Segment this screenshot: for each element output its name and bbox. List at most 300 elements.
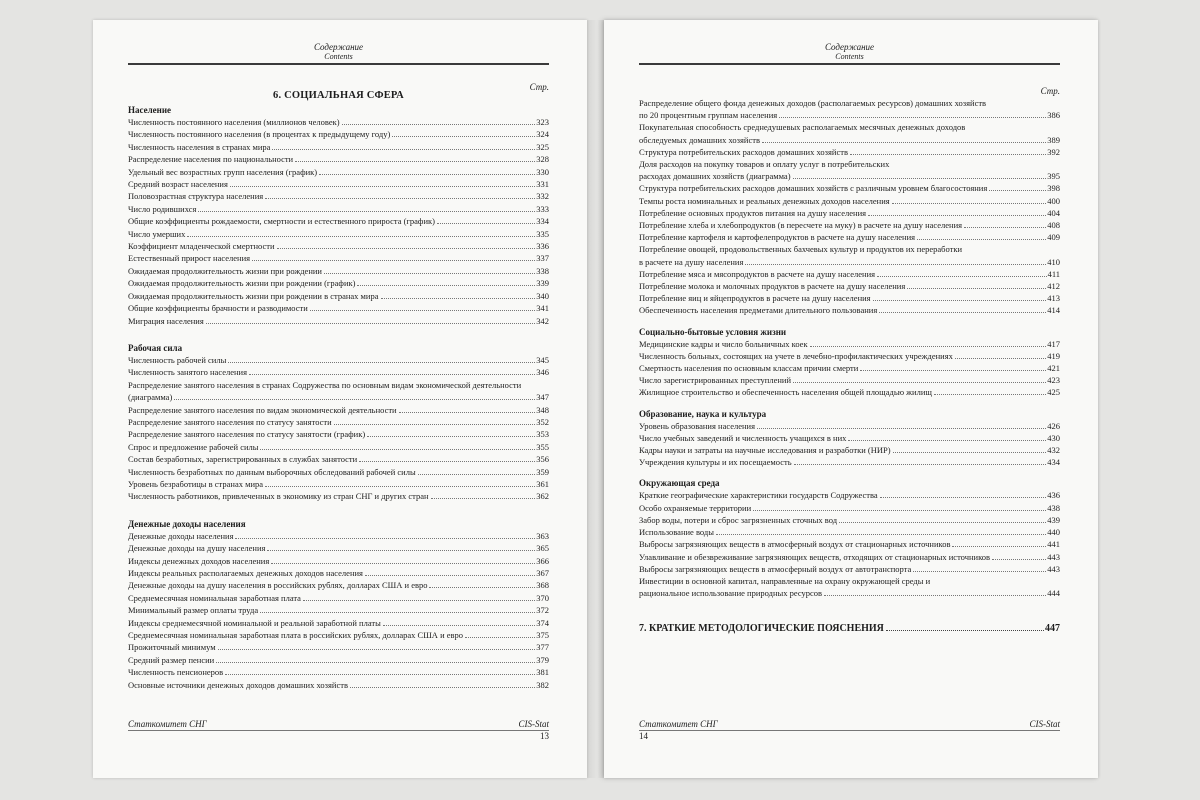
toc-entry-page: 439 <box>1047 514 1060 525</box>
toc-entry-title: Численность рабочей силы <box>128 354 227 365</box>
toc-entry <box>128 666 549 678</box>
toc-entry-page: 323 <box>536 117 549 127</box>
dot-leader <box>342 124 536 125</box>
dot-leader <box>260 612 535 613</box>
toc-entry-page: 419 <box>1047 350 1060 361</box>
toc-entry-page: 443 <box>1047 551 1060 562</box>
toc-entry-title: Учреждения культуры и их посещаемость <box>639 457 792 468</box>
toc-entry-title: расходах домашних хозяйств (диаграмма) <box>639 171 791 182</box>
toc-entry-title: Структура потребительских расходов домашних хозяйств с различным уровнем благосостояния <box>639 183 988 194</box>
toc-entry-page: 367 <box>536 568 549 578</box>
dot-leader <box>913 571 1046 572</box>
toc-entry-title: Число учебных заведений и численность учащихся в них <box>639 432 847 443</box>
toc-entry-title: Потребление основных продуктов питания на душу населения <box>639 207 867 218</box>
toc-entry <box>639 219 1060 231</box>
toc-entry-page: 331 <box>536 179 549 190</box>
toc-entry <box>639 121 1060 145</box>
toc-entry-title: Естественный прирост населения <box>128 253 251 264</box>
dot-leader <box>431 498 536 499</box>
toc-entry-title-line: Покупательная способность среднедушевых располагаемых месячных денежных доходов <box>639 122 966 133</box>
dot-leader <box>319 174 535 175</box>
toc-entry-title: рациональное использование природных ресурсов <box>639 588 823 599</box>
dot-leader <box>267 550 535 551</box>
toc-entry-title-line: Потребление овощей, продовольственных бахчевых культур и продуктов их переработки <box>639 244 962 255</box>
toc-entry-page: 355 <box>536 441 549 452</box>
toc-entry <box>639 146 1060 158</box>
toc-entry <box>639 97 1060 121</box>
toc-entry <box>639 362 1060 374</box>
toc-entry-title: Численность работников, привлеченных в экономику из стран СНГ и других стран <box>128 491 429 502</box>
toc-entry <box>639 444 1060 456</box>
dot-leader <box>216 662 535 663</box>
toc-entry-title: Удельный вес возрастных групп населения (график) <box>128 166 318 177</box>
dot-leader <box>260 449 535 450</box>
toc-entry-page: 345 <box>536 354 549 365</box>
toc-entry-title: Распределение занятого населения по статусу занятости (график) <box>128 429 366 440</box>
toc-entry-title-line: Доля расходов на покупку товаров и оплату услуг в потребительских <box>639 159 890 170</box>
toc-entry-page: 443 <box>1047 563 1060 574</box>
dot-leader <box>249 374 535 375</box>
toc-entry-title: Спрос и предложение рабочей силы <box>128 441 259 452</box>
toc-entry-page: 398 <box>1047 183 1060 194</box>
dot-leader <box>174 399 535 400</box>
toc-entry <box>639 526 1060 538</box>
toc-entry-page: 365 <box>536 543 549 554</box>
running-head-en: Contents <box>324 52 353 61</box>
toc-entry-title: Индексы среднемесячной номинальной и реальной заработной платы <box>128 617 381 628</box>
dot-leader <box>793 178 1047 179</box>
toc-entry <box>128 567 549 579</box>
dot-leader <box>794 464 1047 465</box>
toc-group-heading: Рабочая сила <box>128 342 183 353</box>
toc-entry-page: 412 <box>1047 281 1060 292</box>
toc-entry <box>128 128 549 140</box>
page-column-label: Стр. <box>1040 86 1060 96</box>
dot-leader <box>198 211 535 212</box>
page-number: 13 <box>540 731 549 741</box>
toc-entry-page: 340 <box>536 290 549 301</box>
toc-entry-page: 414 <box>1047 305 1060 316</box>
book-gutter <box>587 20 604 778</box>
dot-leader <box>235 538 535 539</box>
toc-entry <box>128 252 549 264</box>
toc-entry-page: 392 <box>1047 146 1060 157</box>
toc-entry-title: Кадры науки и затраты на научные исследования и разработки (НИР) <box>639 445 891 456</box>
dot-leader <box>218 649 536 650</box>
toc-entry <box>128 277 549 289</box>
toc-entry <box>128 366 549 378</box>
toc-entry-page: 339 <box>536 278 549 289</box>
toc-entry <box>639 207 1060 219</box>
dot-leader <box>868 215 1046 216</box>
left-page <box>93 20 587 778</box>
dot-leader <box>418 474 536 475</box>
toc-entry-page: 348 <box>536 404 549 415</box>
toc-entry-page: 347 <box>536 392 549 403</box>
footer-rule <box>128 730 549 731</box>
toc-entry-title: Основные источники денежных доходов домашних хозяйств <box>128 679 348 690</box>
final-section-page: 447 <box>1045 623 1060 635</box>
toc-entry <box>128 166 549 178</box>
toc-entry-title: Денежные доходы на душу населения <box>128 543 266 554</box>
toc-entry <box>128 116 549 128</box>
page-column-label: Стр. <box>529 82 549 92</box>
toc-entry-page: 408 <box>1047 220 1060 231</box>
dot-leader <box>265 198 535 199</box>
dot-leader <box>277 248 536 249</box>
toc-entry <box>128 302 549 314</box>
right-page <box>604 20 1098 778</box>
toc-entry-title: Миграция населения <box>128 315 204 326</box>
toc-entry-page: 432 <box>1047 445 1060 456</box>
toc-entry-title: Уровень образования населения <box>639 420 756 431</box>
section-title: 6. СОЦИАЛЬНАЯ СФЕРА <box>273 90 404 101</box>
toc-entry-title: Численность больных, состоящих на учете в лечебно-профилактических учреждениях <box>639 350 953 361</box>
toc-entry <box>639 575 1060 599</box>
toc-entry <box>639 386 1060 398</box>
dot-leader <box>886 630 1044 631</box>
toc-entry <box>128 379 549 404</box>
toc-entry <box>128 579 549 591</box>
toc-entry-title: Потребление яиц и яйцепродуктов в расчете на душу населения <box>639 293 871 304</box>
dot-leader <box>779 117 1046 118</box>
toc-entry <box>128 354 549 366</box>
group-spacer <box>128 503 549 517</box>
toc-entry <box>128 290 549 302</box>
toc-entry <box>639 292 1060 304</box>
toc-entry-page: 359 <box>536 466 549 477</box>
toc-entry <box>639 420 1060 432</box>
toc-entry-title: Общие коэффициенты брачности и разводимости <box>128 303 308 314</box>
toc-entry-page: 352 <box>536 416 549 427</box>
toc-entry <box>128 629 549 641</box>
dot-leader <box>892 203 1047 204</box>
toc-entry <box>128 466 549 478</box>
toc-entry <box>128 416 549 428</box>
toc-entry-page: 363 <box>536 530 549 541</box>
running-head-ru: Содержание <box>313 42 364 52</box>
dot-leader <box>187 236 535 237</box>
toc-entry-page: 346 <box>536 367 549 378</box>
toc-entry-title: (диаграмма) <box>128 392 173 403</box>
toc-entry-title: Ожидаемая продолжительность жизни при рождении (график) <box>128 278 356 289</box>
toc-entry <box>128 478 549 490</box>
toc-entry-title: обследуемых домашних хозяйств <box>639 134 760 145</box>
toc-entry-page: 325 <box>536 141 549 152</box>
dot-leader <box>265 486 535 487</box>
toc-entry <box>639 514 1060 526</box>
running-head-en: Contents <box>835 52 864 61</box>
toc-entry-page: 440 <box>1047 527 1060 538</box>
toc-entry-page: 334 <box>536 216 549 227</box>
toc-entry <box>128 542 549 554</box>
toc-entry-title: Уровень безработицы в странах мира <box>128 478 264 489</box>
toc-entry-page: 372 <box>536 605 549 616</box>
footer-publisher-en: CIS-Stat <box>1029 719 1060 729</box>
toc-entry-page: 324 <box>536 129 549 140</box>
dot-leader <box>303 600 535 601</box>
toc-entry-title: Обеспеченность населения предметами длительного пользования <box>639 305 878 316</box>
toc-entry <box>639 374 1060 386</box>
dot-leader <box>252 260 535 261</box>
toc-entry-title: Распределение занятого населения по статусу занятости <box>128 416 332 427</box>
toc-entry <box>128 315 549 327</box>
dot-leader <box>359 461 535 462</box>
dot-leader <box>989 190 1046 191</box>
toc-entry <box>128 530 549 542</box>
toc-entry-title: Численность населения в странах мира <box>128 141 271 152</box>
group-spacer <box>639 399 1060 407</box>
dot-leader <box>429 587 535 588</box>
toc-entry <box>639 489 1060 501</box>
toc-entry-title: Число родившихся <box>128 203 197 214</box>
dot-leader <box>367 436 535 437</box>
toc-entry-page: 342 <box>536 315 549 326</box>
toc-entry <box>128 203 549 215</box>
dot-leader <box>381 298 536 299</box>
running-head <box>128 42 549 62</box>
toc-entry-page: 328 <box>536 154 549 165</box>
dot-leader <box>907 288 1046 289</box>
toc-entry-title: Ожидаемая продолжительность жизни при рождении <box>128 265 322 276</box>
toc-entry <box>128 428 549 440</box>
toc-entry <box>128 441 549 453</box>
header-rule <box>639 63 1060 65</box>
toc-entry <box>128 453 549 465</box>
toc-entry <box>639 231 1060 243</box>
toc-entry-page: 382 <box>536 679 549 690</box>
toc-entry-page: 374 <box>536 617 549 628</box>
dot-leader <box>465 637 535 638</box>
toc-entry <box>128 240 549 252</box>
dot-leader <box>357 285 535 286</box>
toc-entry-title: Численность постоянного населения (миллионов человек) <box>128 117 340 127</box>
toc-entry-title-line: Распределение общего фонда денежных доходов (располагаемых ресурсов) домашних хозяйств <box>639 98 987 108</box>
toc-entry-title: Медицинские кадры и число больничных коек <box>639 338 808 349</box>
toc-entry-title: Среднемесячная номинальная заработная плата <box>128 592 301 603</box>
toc-entry-page: 438 <box>1047 502 1060 513</box>
dot-leader <box>839 522 1046 523</box>
toc-entry-title: Потребление хлеба и хлебопродуктов (в пересчете на муку) в расчете на душу населения <box>639 220 963 231</box>
toc-entry <box>639 195 1060 207</box>
toc-entry-page: 366 <box>536 555 549 566</box>
toc-entry-page: 333 <box>536 203 549 214</box>
toc-entry <box>639 304 1060 316</box>
toc-entry <box>128 153 549 165</box>
toc-entry <box>128 555 549 567</box>
toc-entry-page: 362 <box>536 491 549 502</box>
toc-entry-page: 423 <box>1047 375 1060 386</box>
toc-entry-title: Распределение занятого населения по видам экономической деятельности <box>128 404 397 415</box>
toc-entry <box>639 338 1060 350</box>
dot-leader <box>437 223 535 224</box>
toc-entry-title: Общие коэффициенты рождаемости, смертности и естественного прироста (график) <box>128 216 435 227</box>
toc-entry-page: 361 <box>536 478 549 489</box>
toc-entry-page: 421 <box>1047 363 1060 374</box>
toc-entry <box>128 654 549 666</box>
dot-leader <box>228 362 535 363</box>
running-head-ru: Содержание <box>824 42 875 52</box>
toc-entry-title: Индексы реальных располагаемых денежных доходов населения <box>128 568 363 578</box>
toc-entry-page: 413 <box>1047 293 1060 304</box>
toc-entry-title: Структура потребительских расходов домашних хозяйств <box>639 146 848 157</box>
toc-entry-page: 377 <box>536 642 549 653</box>
dot-leader <box>753 510 1046 511</box>
toc-entry <box>639 182 1060 194</box>
toc-group-heading: Окружающая среда <box>639 478 720 489</box>
toc-entry-page: 353 <box>536 429 549 440</box>
toc-group-heading: Денежные доходы населения <box>128 518 246 529</box>
toc-entry <box>128 215 549 227</box>
dot-leader <box>860 370 1046 371</box>
toc-entry-page: 368 <box>536 580 549 591</box>
toc-entry-page: 410 <box>1047 256 1060 267</box>
dot-leader <box>225 674 535 675</box>
toc-entry-title-line: Инвестиции в основной капитал, направленные на охрану окружающей среды и <box>639 575 931 586</box>
dot-leader <box>917 239 1046 240</box>
dot-leader <box>824 595 1046 596</box>
toc-entry <box>639 502 1060 514</box>
toc-entry-title: по 20 процентным группам населения <box>639 110 778 121</box>
toc-entry-title: Потребление картофеля и картофелепродуктов в расчете на душу населения <box>639 232 916 243</box>
toc-entry-page: 336 <box>536 241 549 252</box>
toc-entry-title: Среднемесячная номинальная заработная плата в российских рублях, долларах США и евро <box>128 630 464 641</box>
toc-entry-title: Потребление молока и молочных продуктов в расчете на душу населения <box>639 281 906 292</box>
toc-entry-page: 379 <box>536 654 549 665</box>
footer-publisher: Статкомитет СНГ <box>128 719 207 729</box>
toc-entry-page: 404 <box>1047 207 1060 218</box>
dot-leader <box>879 312 1046 313</box>
toc-entry <box>128 404 549 416</box>
toc-entry-page: 441 <box>1047 539 1060 550</box>
toc-entry-title: Численность занятого населения <box>128 367 247 378</box>
toc-entry-page: 386 <box>1047 110 1060 121</box>
toc-entry <box>639 280 1060 292</box>
toc-entry-page: 356 <box>536 454 549 465</box>
toc-entry-title: Прожиточный минимум <box>128 642 216 653</box>
toc-entry-page: 425 <box>1047 387 1060 398</box>
toc-entry <box>128 604 549 616</box>
toc-entry-title: Выбросы загрязняющих веществ в атмосферный воздух от автотранспорта <box>639 563 912 574</box>
dot-leader <box>716 534 1046 535</box>
toc-entry-title: Распределение населения по национальности <box>128 154 294 165</box>
toc-entry <box>128 265 549 277</box>
toc-entry-title: Ожидаемая продолжительность жизни при рождении в странах мира <box>128 290 379 301</box>
dot-leader <box>365 575 535 576</box>
running-head <box>639 42 1060 62</box>
toc-entry <box>128 228 549 240</box>
toc-group-heading: Социально-бытовые условия жизни <box>639 326 787 337</box>
dot-leader <box>934 394 1046 395</box>
toc-entry <box>128 178 549 190</box>
toc-entry <box>639 350 1060 362</box>
dot-leader <box>230 186 535 187</box>
dot-leader <box>295 161 535 162</box>
dot-leader <box>399 412 536 413</box>
dot-leader <box>762 142 1046 143</box>
footer-rule <box>639 730 1060 731</box>
dot-leader <box>793 382 1046 383</box>
dot-leader <box>350 687 535 688</box>
toc-entry-page: 389 <box>1047 134 1060 145</box>
toc-entry-page: 444 <box>1047 588 1060 599</box>
page-number: 14 <box>639 731 648 741</box>
toc-entry-title: Краткие географические характеристики государств Содружества <box>639 490 878 501</box>
toc-entry-page: 332 <box>536 191 549 202</box>
dot-leader <box>334 424 536 425</box>
toc-entry-page: 426 <box>1047 420 1060 431</box>
toc-entry-page: 330 <box>536 166 549 177</box>
group-spacer <box>639 317 1060 325</box>
dot-leader <box>893 452 1047 453</box>
toc-entry <box>639 551 1060 563</box>
toc-entry-page: 395 <box>1047 171 1060 182</box>
toc-entry-title-line: Распределение занятого населения в странах Содружества по основным видам экономической деятельности <box>128 379 522 390</box>
toc-entry-page: 370 <box>536 592 549 603</box>
dot-leader <box>745 264 1046 265</box>
dot-leader <box>310 310 535 311</box>
dot-leader <box>955 358 1046 359</box>
toc-entry <box>639 268 1060 280</box>
toc-entry-page: 337 <box>536 253 549 264</box>
toc-entry-title: Смертность населения по основным классам причин смерти <box>639 363 859 374</box>
toc-entry <box>128 592 549 604</box>
toc-group-heading: Образование, наука и культура <box>639 408 767 419</box>
dot-leader <box>757 428 1046 429</box>
footer-publisher-en: CIS-Stat <box>518 719 549 729</box>
toc-entry-page: 335 <box>536 228 549 239</box>
toc-entry-page: 400 <box>1047 195 1060 206</box>
toc-entry <box>639 158 1060 182</box>
toc-entry-page: 375 <box>536 630 549 641</box>
toc-entry-page: 417 <box>1047 338 1060 349</box>
toc-entry-title: Денежные доходы населения <box>128 530 234 541</box>
toc-entry-title: Средний размер пенсии <box>128 654 215 665</box>
toc-group-heading: Население <box>128 105 172 115</box>
toc-entry-title: Численность пенсионеров <box>128 667 224 678</box>
final-section-entry <box>639 623 1060 634</box>
toc-entry-title: Индексы денежных доходов населения <box>128 555 270 566</box>
toc-entry-title: Средний возраст населения <box>128 179 228 190</box>
dot-leader <box>271 563 535 564</box>
group-spacer <box>639 468 1060 476</box>
toc-entry <box>639 243 1060 267</box>
toc-entry-page: 338 <box>536 265 549 276</box>
toc-entry <box>639 538 1060 550</box>
toc-entry-page: 430 <box>1047 432 1060 443</box>
toc-entry <box>128 679 549 691</box>
toc-entry-title: Коэффициент младенческой смертности <box>128 241 275 252</box>
toc-entry-title: Потребление мяса и мясопродуктов в расчете на душу населения <box>639 268 876 279</box>
toc-entry-title: Использование воды <box>639 527 714 538</box>
dot-leader <box>392 136 535 137</box>
toc-entry-page: 434 <box>1047 457 1060 468</box>
toc-entry-title: Особо охраняемые территории <box>639 502 752 513</box>
toc-entry-title: Минимальный размер оплаты труда <box>128 605 259 616</box>
final-section-title: 7. КРАТКИЕ МЕТОДОЛОГИЧЕСКИЕ ПОЯСНЕНИЯ <box>639 623 884 635</box>
dot-leader <box>850 154 1046 155</box>
dot-leader <box>880 497 1047 498</box>
toc-entry-page: 341 <box>536 303 549 314</box>
toc-entry-title: Численность постоянного населения (в процентах к предыдущему году) <box>128 129 391 140</box>
toc-entry-title: Число умерших <box>128 228 186 239</box>
toc-entry-page: 411 <box>1047 268 1060 279</box>
toc-entry-title: Состав безработных, зарегистрированных в службах занятости <box>128 454 358 465</box>
toc-entry-title: Половозрастная структура населения <box>128 191 264 202</box>
dot-leader <box>992 559 1046 560</box>
dot-leader <box>272 149 535 150</box>
toc-entry-title: Забор воды, потери и сброс загрязненных сточных вод <box>639 514 838 525</box>
